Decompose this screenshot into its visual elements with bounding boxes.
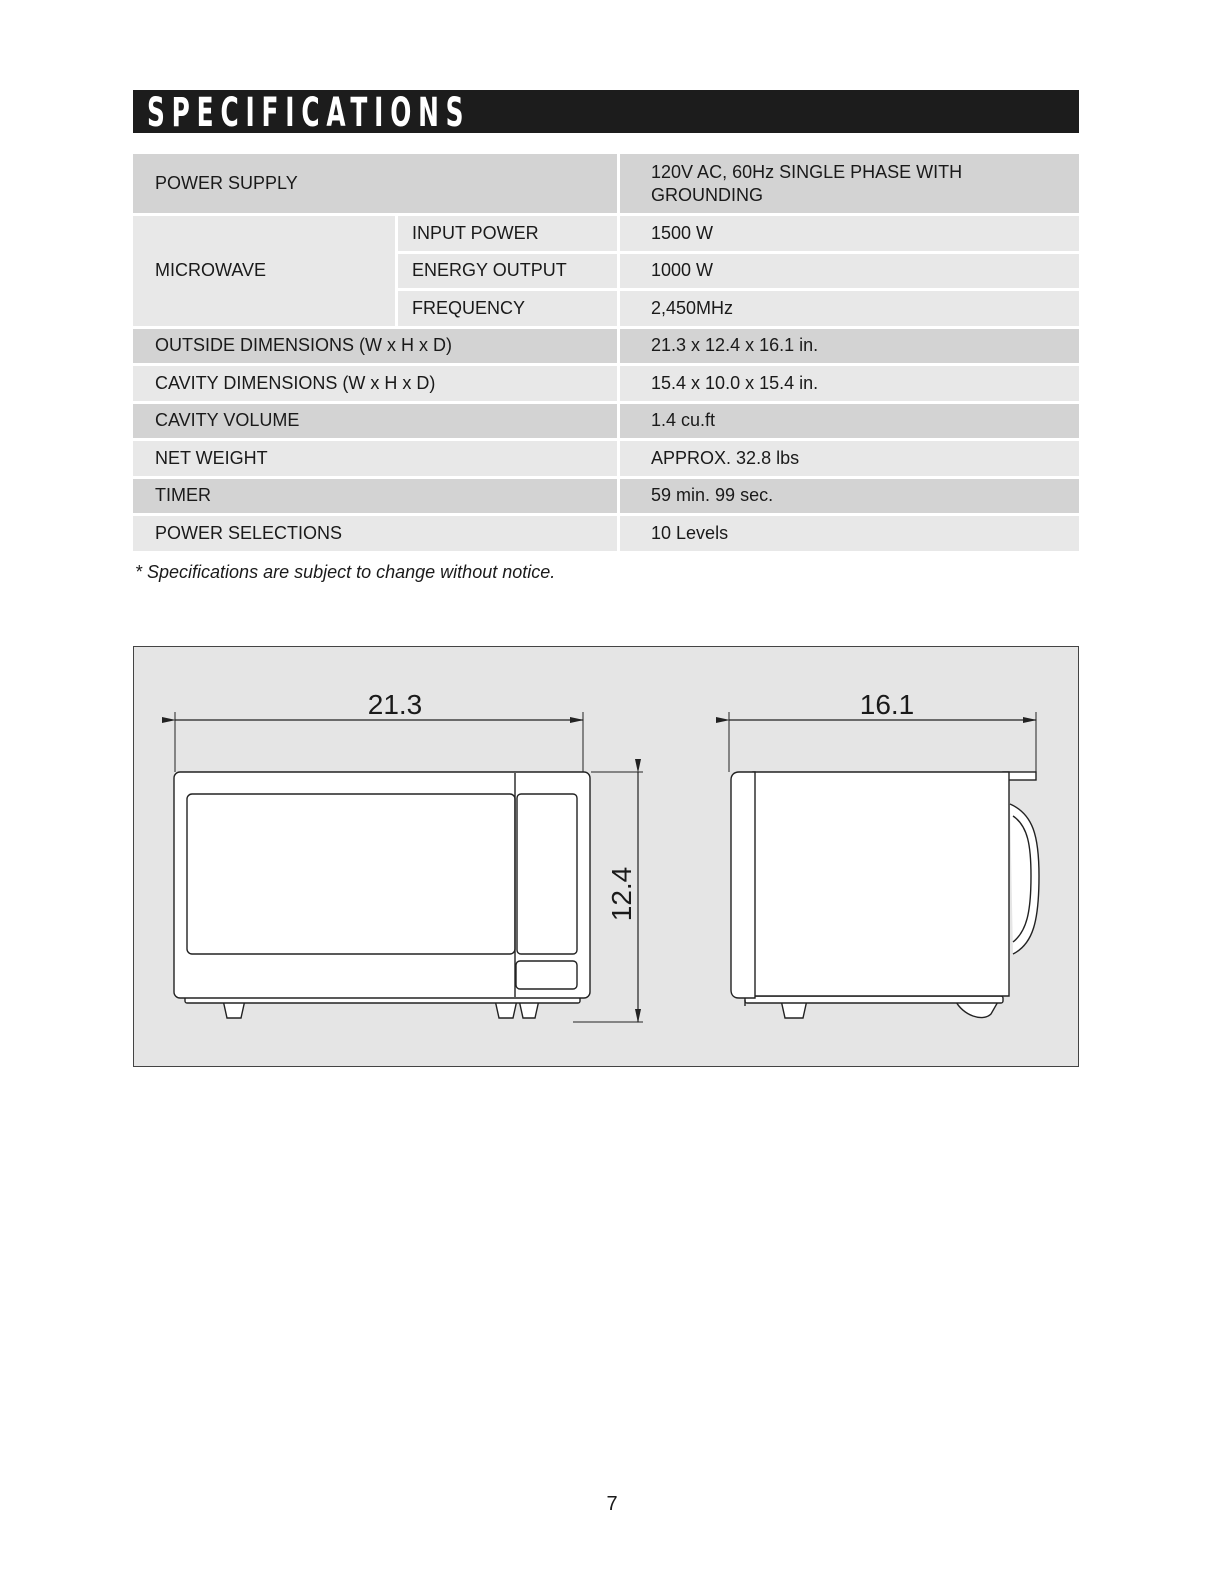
frequency-value: 2,450MHz — [617, 291, 1079, 329]
width-dimension-label: 21.3 — [367, 689, 423, 720]
page-number: 7 — [606, 1493, 618, 1515]
dimension-diagram — [133, 646, 1079, 1067]
power-supply-label: POWER SUPPLY — [133, 154, 617, 216]
net-weight-value: APPROX. 32.8 lbs — [617, 441, 1079, 479]
cavity-dimensions-label: CAVITY DIMENSIONS (W x H x D) — [133, 366, 617, 404]
depth-dimension-label: 16.1 — [859, 689, 915, 720]
height-dimension-label: 12.4 — [606, 866, 637, 922]
timer-value: 59 min. 99 sec. — [617, 479, 1079, 517]
cavity-volume-label: CAVITY VOLUME — [133, 404, 617, 442]
input-power-label: INPUT POWER — [395, 216, 617, 254]
outside-dimensions-value: 21.3 x 12.4 x 16.1 in. — [617, 329, 1079, 367]
table-row — [133, 404, 1079, 442]
power-selections-value: 10 Levels — [617, 516, 1079, 554]
table-row — [133, 154, 1079, 216]
power-selections-label: POWER SELECTIONS — [133, 516, 617, 554]
table-row — [133, 366, 1079, 404]
frequency-label: FREQUENCY — [395, 291, 617, 329]
outside-dimensions-label: OUTSIDE DIMENSIONS (W x H x D) — [133, 329, 617, 367]
table-row — [133, 329, 1079, 367]
table-row — [133, 216, 1079, 254]
input-power-value: 1500 W — [617, 216, 1079, 254]
power-supply-value: 120V AC, 60Hz SINGLE PHASE WITH GROUNDING — [617, 154, 1079, 216]
cavity-volume-value: 1.4 cu.ft — [617, 404, 1079, 442]
microwave-label: MICROWAVE — [133, 216, 395, 329]
specifications-note: * Specifications are subject to change without notice. — [135, 562, 556, 582]
table-row — [133, 441, 1079, 479]
section-title-bar — [133, 90, 1079, 136]
cavity-dimensions-value: 15.4 x 10.0 x 15.4 in. — [617, 366, 1079, 404]
net-weight-label: NET WEIGHT — [133, 441, 617, 479]
table-row — [133, 479, 1079, 517]
timer-label: TIMER — [133, 479, 617, 517]
energy-output-value: 1000 W — [617, 254, 1079, 292]
table-row — [133, 516, 1079, 554]
energy-output-label: ENERGY OUTPUT — [395, 254, 617, 292]
specifications-table — [133, 154, 1079, 554]
section-title: SPECIFICATIONS — [147, 90, 471, 136]
